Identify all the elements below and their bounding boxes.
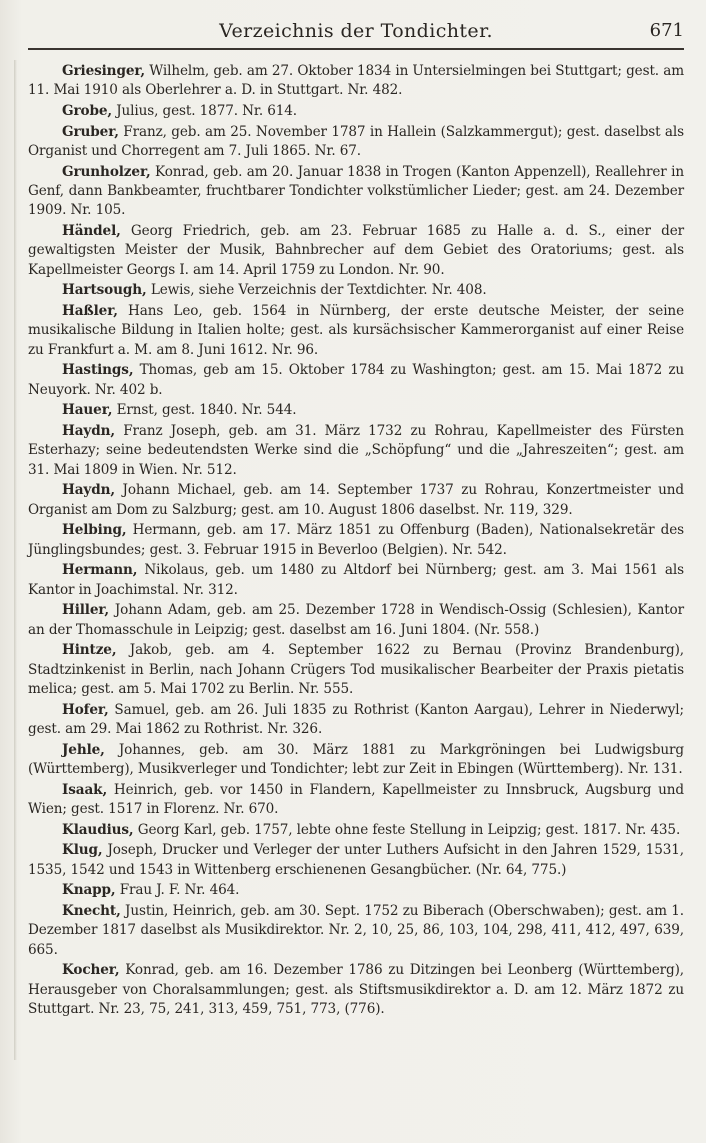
composer-name: Haydn, — [62, 423, 115, 439]
composer-details: Ernst, gest. 1840. Nr. 544. — [112, 402, 297, 419]
composer-details: Wilhelm, geb. am 27. Oktober 1834 in Untersielmingen bei Stuttgart; gest. am 11. Mai 1910 als Oberlehrer a. D. in Stuttgart. Nr. 482. — [28, 63, 684, 99]
composer-name: Isaak, — [62, 781, 108, 798]
composer-entry — [28, 62, 684, 101]
composer-name: Grobe, — [62, 103, 113, 119]
composer-entry — [28, 741, 684, 780]
composer-entry — [28, 102, 684, 121]
composer-details: Nikolaus, geb. um 1480 zu Altdorf bei Nürnberg; gest. am 3. Mai 1561 als Kantor in Joachimstal. Nr. 312. — [28, 562, 684, 598]
composer-details: Johann Michael, geb. am 14. September 1737 zu Rohrau, Konzertmeister und Organist am Dom zu Salzburg; gest. am 10. August 1806 daselbst. Nr. 119, 329. — [28, 482, 684, 518]
composer-details: Justin, Heinrich, geb. am 30. Sept. 1752 zu Biberach (Oberschwaben); gest. am 1. Dezember 1817 daselbst als Musikdirektor. Nr. 2, 10, 25, 86, 103, 104, 298, 411, 412, 497, 639, 665. — [28, 903, 684, 958]
composer-entry — [28, 361, 684, 400]
composer-name: Kocher, — [62, 962, 120, 979]
composer-details: Joseph, Drucker und Verleger der unter Luthers Aufsicht in den Jahren 1529, 1531, 1535, 1542 und 1543 in Wittenberg erschienenen Gesangbücher. (Nr. 64, 775.) — [28, 842, 684, 878]
composer-name: Haßler, — [62, 303, 118, 319]
composer-details: Hans Leo, geb. 1564 in Nürnberg, der erste deutsche Meister, der seine musikalische Bildung in Italien holte; gest. als kursächsischer Kammerorganist auf einer Reise zu Frankfurt a. M. am 8. Juni 1612. Nr. 96. — [28, 303, 684, 358]
composer-details: Hermann, geb. am 17. März 1851 zu Offenburg (Baden), Nationalsekretär des Jünglingsbundes; gest. 3. Februar 1915 in Beverloo (Belgien). Nr. 542. — [28, 522, 684, 558]
composer-entry — [28, 302, 684, 360]
composer-name: Klug, — [62, 842, 103, 859]
composer-entry — [28, 601, 684, 640]
composer-entry — [28, 701, 684, 740]
page-number: 671 — [649, 20, 684, 41]
header-title: Verzeichnis der Tondichter. — [219, 20, 493, 42]
composer-entry — [28, 641, 684, 699]
composer-details: Georg Friedrich, geb. am 23. Februar 1685 zu Halle a. d. S., einer der gewaltigsten Meister der Musik, Bahnbrecher auf dem Gebiet des Oratoriums; gest. als Kapellmeister Georgs I. am 14. April 1759 zu London. Nr. 90. — [28, 223, 684, 278]
composer-entry — [28, 821, 684, 840]
composer-details: Julius, gest. 1877. Nr. 614. — [112, 103, 298, 119]
composer-index — [28, 62, 684, 1021]
composer-name: Gruber, — [62, 123, 119, 140]
composer-details: Konrad, geb. am 16. Dezember 1786 zu Ditzingen bei Leonberg (Württemberg), Herausgeber von Choralsammlungen; gest. als Stiftsmusikdirektor a. D. am 12. März 1872 zu Stuttgart. Nr. 23, 75, 241, 313, 459, 751, 773, (776). — [28, 962, 684, 1018]
composer-entry — [28, 481, 684, 520]
composer-entry — [28, 781, 684, 820]
composer-name: Grunholzer, — [62, 163, 151, 180]
composer-details: Heinrich, geb. vor 1450 in Flandern, Kapellmeister zu Innsbruck, Augsburg und Wien; gest. 1517 in Florenz. Nr. 670. — [28, 781, 684, 818]
composer-details: Johann Adam, geb. am 25. Dezember 1728 in Wendisch-Ossig (Schlesien), Kantor an der Thomasschule in Leipzig; gest. daselbst am 16. Juni 1804. (Nr. 558.) — [28, 602, 684, 638]
composer-entry — [28, 902, 684, 960]
composer-name: Hartsough, — [62, 282, 147, 299]
composer-name: Haydn, — [62, 482, 115, 499]
composer-name: Jehle, — [62, 741, 105, 758]
composer-details: Jakob, geb. am 4. September 1622 zu Bernau (Provinz Brandenburg), Stadtzinkenist in Berlin, nach Johann Crügers Tod musikalischer Bearbeiter der Praxis pietatis melica; gest. am 5. Mai 1702 zu Berlin. Nr. 555. — [28, 642, 684, 698]
composer-name: Knapp, — [62, 882, 116, 899]
composer-name: Hofer, — [62, 701, 109, 718]
composer-entry — [28, 961, 684, 1019]
composer-details: Thomas, geb am 15. Oktober 1784 zu Washington; gest. am 15. Mai 1872 zu Neuyork. Nr. 402 b. — [28, 362, 684, 398]
composer-name: Händel, — [62, 223, 121, 239]
running-header — [28, 18, 684, 48]
composer-details: Franz, geb. am 25. November 1787 in Hallein (Salzkammergut); gest. daselbst als Organist und Chorregent am 7. Juli 1865. Nr. 67. — [28, 123, 684, 159]
composer-name: Hermann, — [62, 562, 138, 579]
composer-name: Hauer, — [62, 402, 113, 419]
composer-name: Helbing, — [62, 522, 127, 539]
page-gutter-shadow — [14, 60, 17, 1060]
composer-details: Lewis, siehe Verzeichnis der Textdichter. Nr. 408. — [146, 282, 487, 299]
composer-entry — [28, 401, 684, 420]
composer-details: Georg Karl, geb. 1757, lebte ohne feste Stellung in Leipzig; gest. 1817. Nr. 435. — [133, 821, 681, 838]
composer-name: Hiller, — [62, 602, 110, 619]
composer-entry — [28, 841, 684, 880]
composer-entry — [28, 422, 684, 480]
composer-entry — [28, 123, 684, 162]
composer-details: Frau J. F. Nr. 464. — [115, 882, 240, 899]
header-rule — [28, 48, 684, 50]
composer-name: Hintze, — [62, 642, 117, 659]
composer-details: Franz Joseph, geb. am 31. März 1732 zu Rohrau, Kapellmeister des Fürsten Esterhazy; seine bedeutendsten Werke sind die „Schöpfung“ und die „Jahreszeiten“; gest. am 31. Mai 1809 in Wien. Nr. 512. — [28, 423, 684, 478]
composer-entry — [28, 521, 684, 560]
composer-details: Konrad, geb. am 20. Januar 1838 in Trogen (Kanton Appenzell), Reallehrer in Genf, dann Bankbeamter, fruchtbarer Tondichter volkstümlicher Lieder; gest. am 24. Dezember 1909. Nr. 105. — [28, 163, 684, 219]
composer-details: Johannes, geb. am 30. März 1881 zu Markgröningen bei Ludwigsburg (Württemberg), Musikverleger und Tondichter; lebt zur Zeit in Ebingen (Württemberg). Nr. 131. — [28, 741, 684, 778]
composer-entry — [28, 222, 684, 280]
composer-entry — [28, 561, 684, 600]
composer-details: Samuel, geb. am 26. Juli 1835 zu Rothrist (Kanton Aargau), Lehrer in Niederwyl; gest. am 29. Mai 1862 zu Rothrist. Nr. 326. — [28, 701, 684, 738]
composer-name: Klaudius, — [62, 821, 134, 838]
composer-entry — [28, 163, 684, 221]
composer-entry — [28, 281, 684, 300]
composer-entry — [28, 881, 684, 900]
composer-name: Hastings, — [62, 362, 134, 379]
composer-name: Griesinger, — [62, 63, 146, 79]
composer-name: Knecht, — [62, 903, 121, 919]
